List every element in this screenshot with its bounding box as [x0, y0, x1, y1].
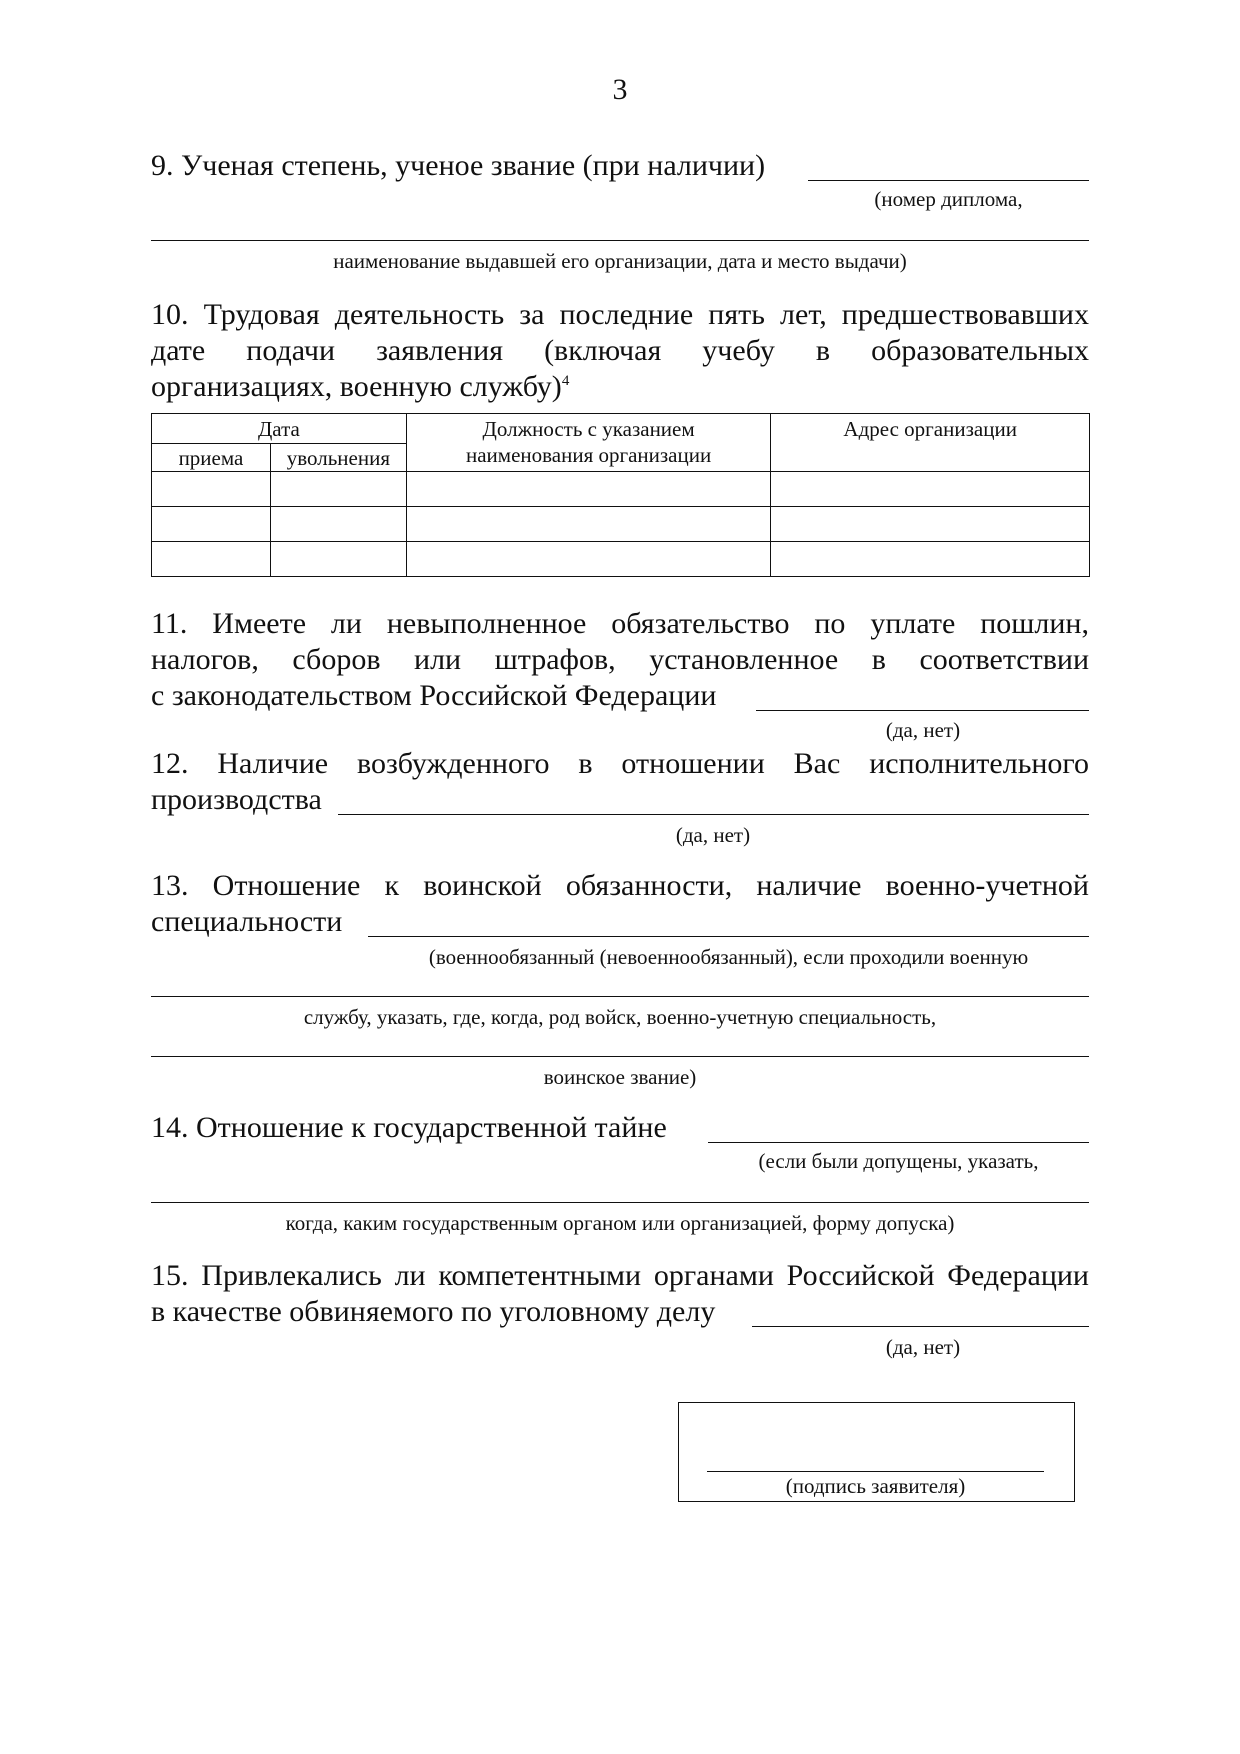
position-header-line-1: Должность с указанием: [482, 417, 695, 441]
signature-caption: (подпись заявителя): [785, 1474, 966, 1498]
table-cell-address[interactable]: [771, 542, 1090, 577]
item11-input-line[interactable]: [756, 710, 1089, 711]
page-number: 3: [612, 73, 628, 106]
item10-line-1: 10. Трудовая деятельность за последние пять лет, предшествовавших: [151, 298, 1089, 331]
item12-line-2: производства: [151, 783, 322, 816]
item12-line-1: 12. Наличие возбужденного в отношении Вас исполнительного: [151, 747, 1089, 780]
item15-input-line[interactable]: [752, 1326, 1089, 1327]
table-cell-position[interactable]: [406, 542, 771, 577]
item11-caption: (да, нет): [885, 718, 961, 742]
item10-line-3-text: организациях, военную службу): [151, 370, 562, 403]
table-cell-address[interactable]: [771, 507, 1090, 542]
work-history-table: [151, 413, 1090, 577]
hire-header: [152, 444, 271, 472]
address-header-text: Адрес организации: [843, 417, 1017, 441]
item11-line-3: с законодательством Российской Федерации: [151, 679, 717, 712]
item13-input-line-3[interactable]: [151, 1056, 1089, 1057]
item9-label: 9. Ученая степень, ученое звание (при наличии): [151, 149, 766, 182]
date-header-text: Дата: [257, 416, 300, 441]
address-header: [771, 414, 1090, 472]
item13-input-line[interactable]: [368, 936, 1089, 937]
item14-caption-1: (если были допущены, указать,: [758, 1149, 1039, 1173]
table-cell-hire[interactable]: [152, 472, 271, 507]
item14-input-line-2[interactable]: [151, 1202, 1089, 1203]
table-row: [152, 472, 1090, 507]
item10-line-2: дате подачи заявления (включая учебу в образовательных: [151, 334, 1089, 367]
item13-caption-1: (военнообязанный (невоеннообязанный), если проходили военную: [428, 945, 1029, 969]
hire-header-text: приема: [178, 445, 244, 470]
item15-line-1: 15. Привлекались ли компетентными органами Российской Федерации: [151, 1259, 1089, 1292]
item9-caption-1: (номер диплома,: [874, 187, 1023, 211]
item15-line-2: в качестве обвиняемого по уголовному делу: [151, 1295, 716, 1328]
item9-input-line-2[interactable]: [151, 240, 1089, 241]
item13-caption-3: воинское звание): [543, 1065, 697, 1089]
dismissal-header: [270, 444, 406, 472]
signature-line[interactable]: [707, 1471, 1044, 1472]
item9-caption-2: наименование выдавшей его организации, дата и место выдачи): [333, 249, 907, 273]
table-cell-position[interactable]: [406, 507, 771, 542]
table-cell-hire[interactable]: [152, 507, 271, 542]
dismissal-header-text: увольнения: [286, 445, 390, 470]
position-header: [406, 414, 771, 472]
date-header: [152, 414, 407, 444]
table-row: [152, 542, 1090, 577]
table-cell-position[interactable]: [406, 472, 771, 507]
item14-label: 14. Отношение к государственной тайне: [151, 1111, 667, 1144]
table-row: [152, 507, 1090, 542]
footnote-ref: 4: [561, 373, 570, 389]
table-cell-dismissal[interactable]: [270, 542, 406, 577]
item13-input-line-2[interactable]: [151, 996, 1089, 997]
table-cell-address[interactable]: [771, 472, 1090, 507]
item10-line-3: [151, 369, 569, 405]
table-cell-hire[interactable]: [152, 542, 271, 577]
position-header-line-2: наименования организации: [465, 443, 712, 467]
table-cell-dismissal[interactable]: [270, 472, 406, 507]
item14-input-line[interactable]: [708, 1142, 1089, 1143]
item11-line-2: налогов, сборов или штрафов, установленное в соответствии: [151, 643, 1089, 676]
table-cell-dismissal[interactable]: [270, 507, 406, 542]
item9-input-line[interactable]: [808, 180, 1089, 181]
item12-caption: (да, нет): [675, 823, 751, 847]
signature-box: [678, 1402, 1075, 1502]
item11-line-1: 11. Имеете ли невыполненное обязательство по уплате пошлин,: [151, 607, 1089, 640]
item14-caption-2: когда, каким государственным органом или организацией, форму допуска): [285, 1211, 955, 1235]
item13-line-2: специальности: [151, 905, 343, 938]
item15-caption: (да, нет): [885, 1335, 961, 1359]
item12-input-line[interactable]: [338, 814, 1089, 815]
item13-line-1: 13. Отношение к воинской обязанности, наличие военно-учетной: [151, 869, 1089, 902]
item13-caption-2: службу, указать, где, когда, род войск, военно-учетную специальность,: [303, 1005, 937, 1029]
